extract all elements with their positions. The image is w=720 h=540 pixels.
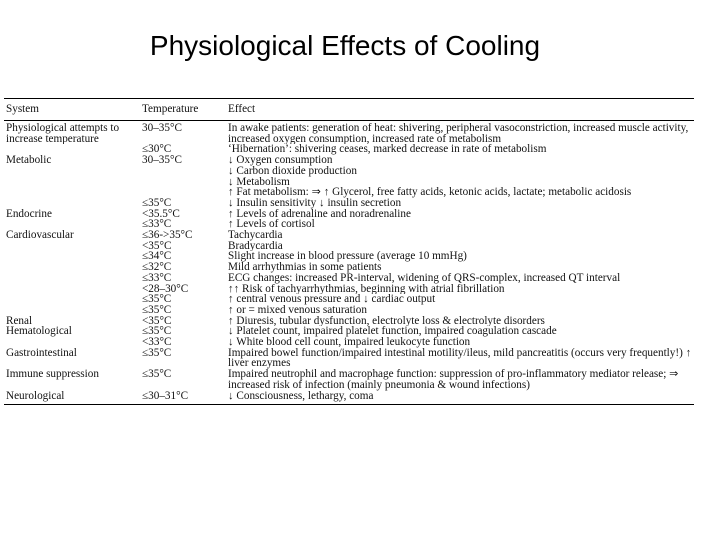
row-temperature-cell: <35.5°C <box>142 208 180 220</box>
row-temperature-cell: ≤34°C <box>142 251 172 263</box>
row-system-cell <box>4 198 140 209</box>
table-row <box>4 198 694 209</box>
row-temperature-cell: ≤30–31°C <box>140 391 226 405</box>
row-temperature-cell: ≤30°C <box>142 144 172 156</box>
table-row <box>4 391 694 405</box>
row-temperature-cell: <35°C <box>142 315 172 327</box>
row-temperature-cell: ≤35°C <box>142 326 172 338</box>
effects-table-container <box>4 98 694 405</box>
table-row <box>4 316 694 327</box>
table-row <box>4 305 694 316</box>
row-system-cell <box>4 187 140 198</box>
row-system-cell <box>4 241 140 252</box>
effects-table <box>4 98 694 405</box>
row-temperature-cell: ≤32°C <box>142 262 172 273</box>
row-effect-cell: ↓ Metabolism <box>228 176 290 188</box>
row-system-cell: Renal <box>6 315 33 327</box>
row-effect-cell: ↑ or = mixed venous saturation <box>228 304 367 316</box>
row-system-cell <box>4 337 140 348</box>
row-effect-cell: Mild arrhythmias in some patients <box>228 262 382 273</box>
table-row <box>4 284 694 295</box>
row-system-cell <box>4 144 140 155</box>
table-row <box>4 155 694 166</box>
row-temperature-cell <box>140 166 226 177</box>
header-system: System <box>4 99 140 121</box>
row-temperature-cell: <28–30°C <box>142 283 189 295</box>
row-temperature-cell: ≤33°C <box>142 219 172 231</box>
table-row <box>4 177 694 188</box>
row-effect-cell: ‘Hibernation’: shivering ceases, marked decrease in rate of metabolism <box>228 144 547 156</box>
row-temperature-cell: 30–35°C <box>142 122 182 134</box>
row-effect-cell: Impaired bowel function/impaired intestinal motility/ileus, mild pancreatitis (occurs very frequently!) ↑ liver enzymes <box>228 347 692 370</box>
row-system-cell <box>4 177 140 188</box>
row-temperature-cell: ≤35°C <box>142 197 172 209</box>
row-temperature-cell: ≤33°C <box>142 272 172 284</box>
table-row <box>4 219 694 230</box>
row-system-cell: Physiological attempts to increase temperature <box>6 122 120 145</box>
row-system-cell: Endocrine <box>6 208 52 220</box>
row-system-cell <box>4 284 140 295</box>
row-effect-cell: ↓ Insulin sensitivity ↓ insulin secretion <box>228 197 402 209</box>
row-system-cell <box>4 305 140 316</box>
header-effect: Effect <box>226 99 694 121</box>
row-system-cell <box>4 273 140 284</box>
table-row <box>4 369 694 390</box>
row-system-cell <box>4 251 140 262</box>
row-temperature-cell: <35°C <box>142 240 172 252</box>
row-effect-cell: ↓ Carbon dioxide production <box>228 165 357 177</box>
row-temperature-cell: <33°C <box>142 337 172 348</box>
row-temperature-cell: ≤35°C <box>142 294 172 305</box>
row-effect-cell: ↑ Fat metabolism: ⇒ ↑ Glycerol, free fatty acids, ketonic acids, lactate; metabolic acidosis <box>228 187 632 198</box>
table-row <box>4 241 694 252</box>
table-row <box>4 121 694 145</box>
table-row <box>4 348 694 369</box>
table-body <box>4 121 694 405</box>
row-temperature-cell: ≤35°C <box>142 347 172 359</box>
row-effect-cell: Tachycardia <box>228 230 283 241</box>
table-row <box>4 187 694 198</box>
table-row <box>4 273 694 284</box>
row-effect-cell: In awake patients: generation of heat: shivering, peripheral vasoconstriction, increased muscle activity, increased oxygen consumption, increased rate of metabolism <box>228 122 689 145</box>
row-effect-cell: ↑ Levels of adrenaline and noradrenaline <box>228 208 411 220</box>
row-temperature-cell: ≤35°C <box>142 304 172 316</box>
row-effect-cell: ↑↑ Risk of tachyarrhythmias, beginning with atrial fibrillation <box>228 283 505 295</box>
row-effect-cell: ↑ Levels of cortisol <box>228 219 315 231</box>
row-system-cell: Metabolic <box>6 155 52 166</box>
table-row <box>4 337 694 348</box>
table-row <box>4 144 694 155</box>
row-system-cell: Immune suppression <box>6 369 99 381</box>
table-row <box>4 209 694 220</box>
row-effect-cell: ↑ Diuresis, tubular dysfunction, electrolyte loss & electrolyte disorders <box>228 315 545 327</box>
row-effect-cell: ↓ Platelet count, impaired platelet function, impaired coagulation cascade <box>228 326 557 338</box>
table-header <box>4 99 694 121</box>
row-temperature-cell: ≤35°C <box>142 369 172 381</box>
row-effect-cell: ↓ Oxygen consumption <box>228 155 333 166</box>
row-system-cell <box>4 166 140 177</box>
row-system-cell: Gastrointestinal <box>6 347 77 359</box>
table-row <box>4 294 694 305</box>
table-row <box>4 251 694 262</box>
slide-title: Physiological Effects of Cooling <box>149 30 541 61</box>
row-effect-cell: Impaired neutrophil and macrophage function: suppression of pro-inflammatory mediator release; ⇒ increased risk of infection (mainly pneumonia & wound infections) <box>228 369 679 391</box>
row-effect-cell: ↓ Consciousness, lethargy, coma <box>226 391 694 405</box>
row-temperature-cell: 30–35°C <box>142 155 182 166</box>
row-system-cell <box>4 294 140 305</box>
row-system-cell: Hematological <box>6 326 72 338</box>
table-row <box>4 166 694 177</box>
row-temperature-cell: ≤36->35°C <box>142 230 193 241</box>
row-effect-cell: Bradycardia <box>228 240 283 252</box>
row-system-cell: Cardiovascular <box>6 230 74 241</box>
row-effect-cell: ECG changes: increased PR-interval, widening of QRS-complex, increased QT interval <box>228 272 621 284</box>
row-system-cell <box>4 262 140 273</box>
table-row <box>4 262 694 273</box>
row-temperature-cell <box>140 177 226 188</box>
row-effect-cell: ↑ central venous pressure and ↓ cardiac output <box>228 294 436 305</box>
row-effect-cell: Slight increase in blood pressure (average 10 mmHg) <box>228 251 467 263</box>
table-row <box>4 326 694 337</box>
row-effect-cell: ↓ White blood cell count, impaired leukocyte function <box>228 337 471 348</box>
row-temperature-cell <box>140 187 226 198</box>
table-row <box>4 230 694 241</box>
row-system-cell: Neurological <box>4 391 140 405</box>
header-temperature: Temperature <box>140 99 226 121</box>
row-system-cell <box>4 219 140 230</box>
